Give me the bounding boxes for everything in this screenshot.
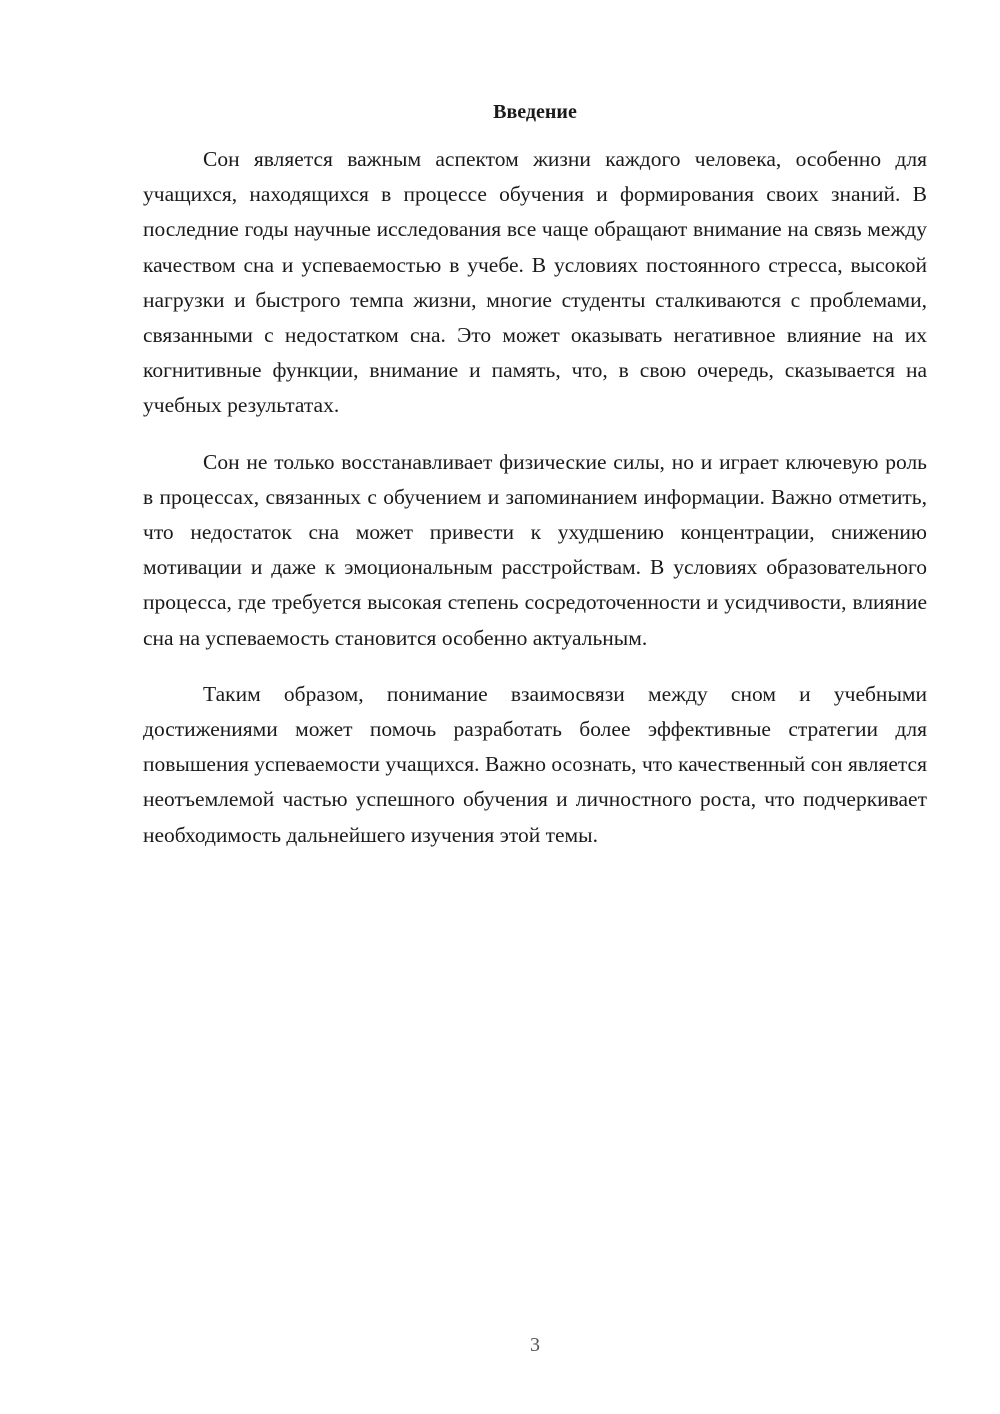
paragraph-1: Сон является важным аспектом жизни каждого человека, особенно для учащихся, находящихся в процессе обучения и формирования своих знаний. В последние годы научные исследования все чаще обращают внимание на связь между качеством сна и успеваемостью в учебе. В условиях постоянного стресса, высокой нагрузки и быстрого темпа жизни, многие студенты сталкиваются с проблемами, связанными с недостатком сна. Это может оказывать негативное влияние на их когнитивные функции, внимание и память, что, в свою очередь, сказывается на учебных результатах.	[143, 147, 927, 418]
paragraph-2: Сон не только восстанавливает физические силы, но и играет ключевую роль в процессах, связанных с обучением и запоминанием информации. Важно отметить, что недостаток сна может привести к ухудшению концентрации, снижению мотивации и даже к эмоциональным расстройствам. В условиях образовательного процесса, где требуется высокая степень сосредоточенности и усидчивости, влияние сна на успеваемость становится особенно актуальным.	[143, 449, 927, 650]
paragraph-3: Таким образом, понимание взаимосвязи между сном и учебными достижениями может помочь разработать более эффективные стратегии для повышения успеваемости учащихся. Важно осознать, что качественный сон является неотъемлемой частью успешного обучения и личностного роста, что подчеркивает необходимость дальнейшего изучения этой темы.	[143, 681, 927, 847]
body-text	[143, 142, 927, 874]
section-title: Введение	[493, 101, 577, 123]
page-number: 3	[530, 1334, 540, 1356]
